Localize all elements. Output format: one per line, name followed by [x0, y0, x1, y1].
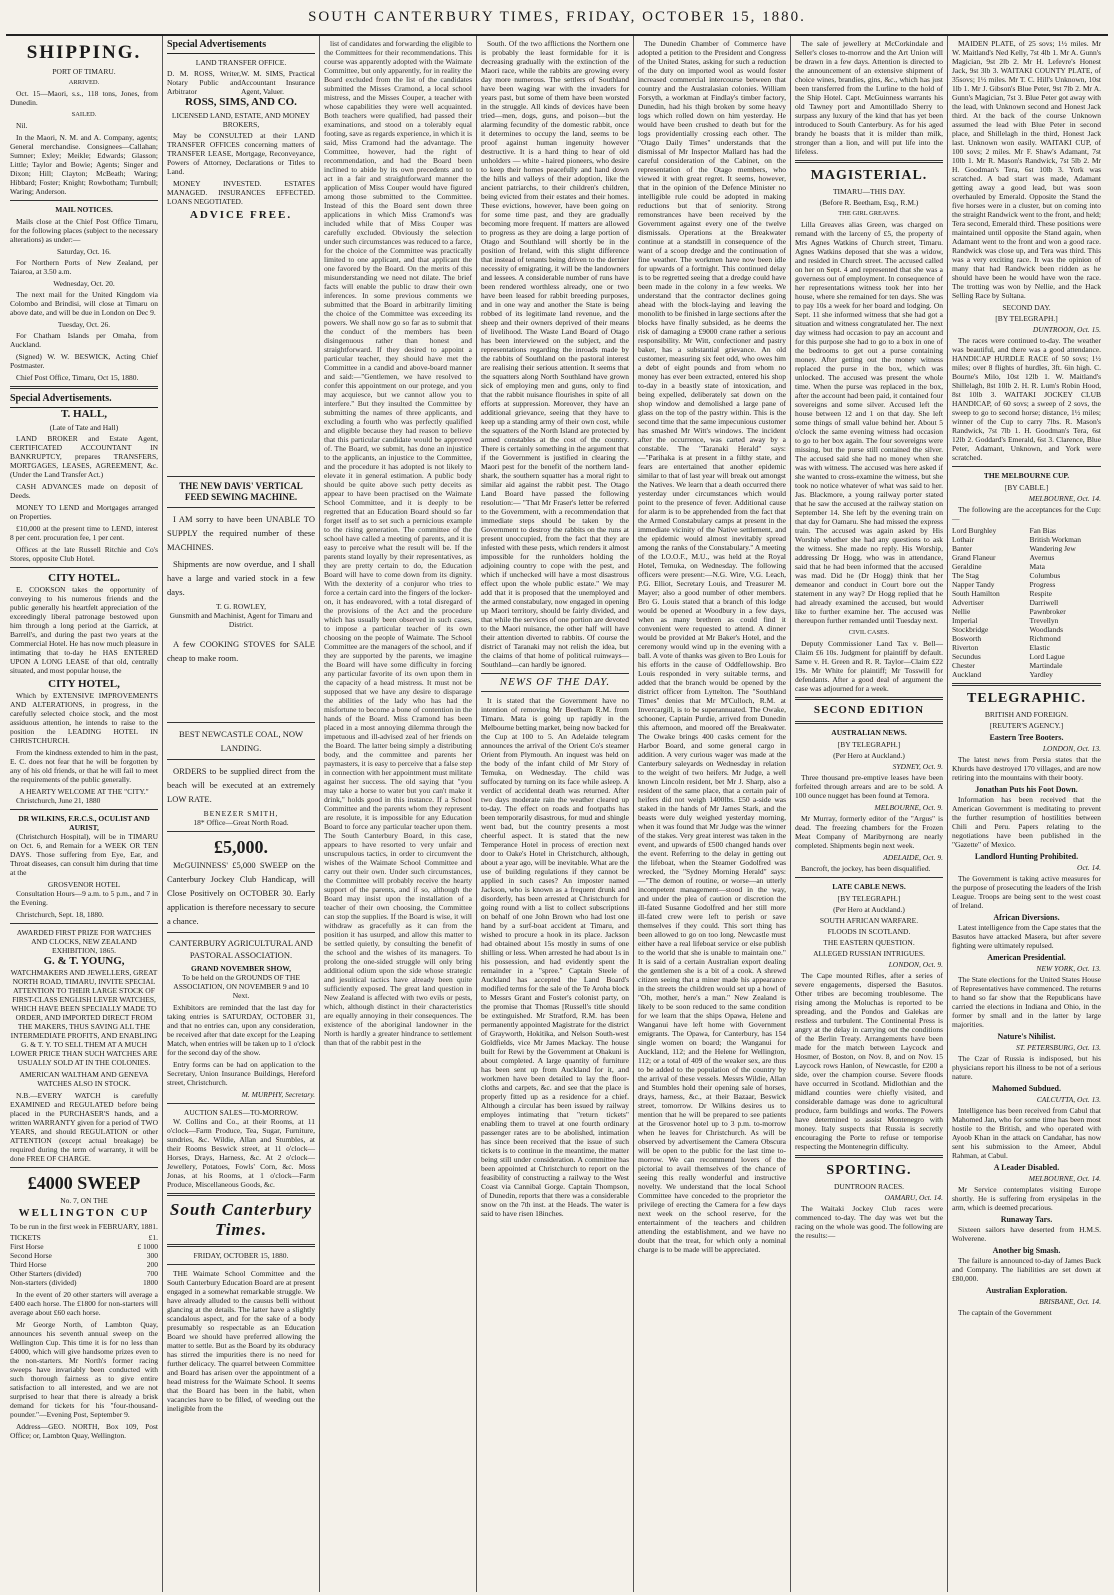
arrived-label: ARRIVED.: [68, 79, 100, 86]
list-item: British Workman: [1029, 535, 1082, 544]
list-item: Yardley: [1029, 670, 1053, 679]
hall-offices: Offices at the late Russell Ritchie and Co's Stores, opposite Club Hotel.: [10, 545, 158, 563]
auction-title: AUCTION SALES—TO-MORROW.: [183, 1108, 299, 1117]
ross-advice: ADVICE FREE.: [189, 209, 293, 221]
horse-list: [952, 526, 1101, 679]
per-hero-2: (Per Hero at Auckland.): [833, 905, 905, 914]
news-continued: The Dunedin Chamber of Commerce have adopted a petition to the President and Congress of the United States, asking for such a reduction of the duty on imported wool as would foster increased commercial intercourse between that country and the Australasian colonies. William Forsyth, a workman at Findlay's timber factory, Dunedin, had his thigh broken by some heavy logs which rolled down on him yesterday. He would have been crushed to death but for the logs providentially crossing each other. The "Otago Daily Times" understands that the dismissal of Mr Inspector Mallard has had the careful consideration of the Cabinet, on the representation of the Otago members, who viewed it with great regret. It seems, however, that in the opinion of the Defence Minister no intelligible rule could be adopted in making reductions but that of seniority. Strong remonstrances have been received by the Government against every one of the twelve dismissals. Operations at the Breakwater continue at a standstill in consequence of the want of a scoop dredge and the continuation of fine weather. The workmen have now been idle for upwards of a fortnight. This continued delay is to be regretted seeing that a dredge could have been made in the colony in a few weeks. We understand that the contractor declines going ahead with the block-laying and leaving the monolith to be finished in large sections after the blocks have finally subsided, as he deems the risk of damaging a £9000 crane rather a serious responsibility. Mr Witt, confectioner and pastry baker, has a substantial grievance. An old customer, measuring six feet odd, who owes him a debt of eight pounds and from whom no money has ever been extracted, entered his shop to-day in a beastly state of intoxication, and being expelled, deliberately sat down on the shop window and demolished a large pane of glass on the top of the pastry within. This is the second time that the same impecunious customer has smashed Mr Witt's windows. The incident after the occurrence, was carted away by a constable. The "Taranaki Herald" says:—"Parihaka is at present in a filthy state, and fears are entertained that another epidemic similar to that of last year will break out amongst the Natives. We learn that a death occurred there yesterday under circumstances which would point to the presence of fever. Additional cause for alarm is to be apprehended from the fact that the Armed Constabulary camps at present in the immediate vicinity of the Native settlement, and the epidemic would almost inevitably spread among the ranks of the Constabulary." A meeting of the I.O.O.F., M.U., was held at the Royal Hotel, Temuka, on Wednesday. The following officers were present:—N.G. Wire, V.G. Leach, P.G. Elliot, Secretary Louis, and Treasurer M. Mayer; also a good number of other members. Bro G. Louis stated that a branch of this lodge would be opened at Woodbury in a few days, when as many brethren as could find it convenient were requested to attend. A dinner would be provided at Mr Baker's Hotel, and the ceremony would wind up in the evening with a ball. A vote of thanks was given to Bro Louis for his efforts in the cause of Oddfellowship. Bro Louis responded in very suitable terms, and added that the branch would be opened by the district officer from Lyttelton. The "Southland Times" denies that Mr M'Culloch, R.M. at Invercargill, is to be superannuated. The Owake, schooner, Captain Purdie, arrived from Dunedin this afternoon, and moored off the Breakwater. The Owake brings 400 casks cement for the Harbor Board, and some general cargo in addition. A very curious wager was made at the Canterbury saleyards on Wednesday in relation to the weight of two heifers. Mr Judge, a well known Lincoln resident, bet Mr J. Sharp, also a resident of the same place, that a certain pair of heifers did not weigh 1400lbs. £50 a-side was staked in the hands of Mr James Stark, and the beasts were duly weighed yesterday morning, when it was found that Mr Judge was the winner of the stakes. Very great interest was taken in the event, and upwards of £500 changed hands over the event. Referring to the delay in getting out the lifeboat, when the Steamer Godolfred was wrecked, the "Sydney Morning Herald" says:—"The demon of routine, or worse—an utterly incompetent management—stood in the way, and under the plea of caution or discretion the ill-fated Susanne Godolfred and her still more ill-fated crew were left to perish or save themselves if they could. This sort thing has been allowed to go on too long. Newcastle must either have a real lifeboat service or else publish to the world that she is unable to maintain one." It is said of a certain Australian export dealing the gentlemen she is a bit of a cook. A shrewd citizen seeing that a miner made his appearance in the streets the children would set up a howl of "Oh, mother, here's a man." New Zealand is likely to be soon reduced to the same condition for we learn that the ships Opawa, Helene and Wanganui have left home with Government emigrants. The Opawa, for Canterbury, has 154 single women on board; the Wanganui for Auckland, 112; and the Helene for Wellington, 112; or a total of 409 of the weaker sex, are thus to be added to the population of the country by the arrival of these vessels. Messrs Wildie, Allan and Stumbles hold their opening sale of horses, drays, harness, &c., at their Bazaar, Beswick street, tomorrow. Dr Wilkins desires us to mention that he will be prepared to see patients at the Grosvenor hotel up to 3 p.m. to-morrow when he leaves for Christchurch. As will be observed by advertisement the Camera Obscura will be open to the public for the last time to-morrow. We can recommend lovers of the pictorial to avail themselves of the chance of seeing this really wonderful and instructive novelty. We understand that the local School Committee have conceded to the proprietor the privilege of erecting the Camera for a few days next week on the school reserve, for the entertainment of the teachers and children attending the establishment, and we have no doubt that the treat, for which only a nominal charge is to be made will be appreciated.: [638, 39, 786, 1254]
race-results: MAIDEN PLATE, of 25 sovs; 1½ miles. Mr W. Maitland's Ned Kelly, 7st 4lb 1. Mr A. Gunn's Magician, 9st 2lb 2. Mr H. Lefevre's Honest Jack, 9st 3lb 3. WAITAKI COUNTY PLATE, of 35sovs; 1½ miles. Mr T. C. Hill's Unknown, 10st 1lb 1. Mr J. Gibson's Blue Peter, 9st 7lb 2. Mr A. Gunn's Magician, 7st 3. Blue Peter got away with the lead, with Unknown second and Honest Jack third. At the back of the course Unknown assumed the lead with Blue Peter in second place, and Shillelagh in the third, Honest Jack last. Unknown won easily. WAITAKI CUP, of 100 sovs; 2 miles. Mr F. Shaw's Adamant, 7st 10lb 1. Mr R. Mason's Randwick, 7st 5lb 2. Mr H. Goodman's Tera, 6st 10lb 3. York was scratched. A bad start was made, Adamant getting away a good lead, but was soon overhauled by Emerald. Opposite the Stand the five horses were in a cluster, but on coming into the straight Randwick went to the front, and held; Tera second, Emerald third. These positions were maintained until opposite the Stand again, when Adamant went to the front and won a good race. Randwick was close up, and Tera was third. This was a very exciting race. It was the opinion of many that had Randwick been ridden as he should have been he would have won the race. The trotting was won by Nellie, and the Hack Selling Race by Sultana.: [952, 39, 1101, 300]
list-item: Respite: [1029, 589, 1052, 598]
aus-news-heading: AUSTRALIAN NEWS.: [831, 728, 907, 737]
list-item: Bosworth: [952, 634, 982, 643]
list-item: Pawnbroker: [1029, 607, 1066, 616]
cap-text: Exhibitors are reminded that the last day for taking entries is SATURDAY, OCTOBER 31, and that no entries can, upon any consideration, be received after that date except for the Leaping Match, when entries will be taken up to 1 o'clock for the second day of the show.: [167, 1003, 315, 1057]
sweep-text: In the event of 20 other starters will average a £400 each horse. The £1800 for non-starters will average about £60 each horse.: [10, 1290, 158, 1317]
list-item: The Stag: [952, 571, 979, 580]
mail-7: For Chatham Islands per Omaha, from Auckland.: [10, 331, 158, 349]
t2: Information has been received that the American Government is meditating to prevent the further resumption of hostilities between Chili and Peru. Papers relating to the negotiations have been published in the "Gazette" of Mexico.: [952, 795, 1101, 849]
table-row: Third Horse 200: [10, 1260, 158, 1269]
list-item: Progress: [1029, 580, 1056, 589]
t6: The Czar of Russia is indisposed, but his physicians report his illness to be not of a serious nature.: [952, 1054, 1101, 1081]
young-name: G. & T. YOUNG,: [43, 955, 125, 967]
d11: BRISBANE, Oct. 14.: [1039, 1297, 1101, 1306]
melbourne-news: Mr Murray, formerly editor of the "Argus" is dead. The freezing chambers for the Frozen Meat Company of Maribyrnong are nearly completed. Shipments begin next week.: [795, 814, 943, 850]
list-item: Lord Burghley: [952, 526, 997, 535]
city-hotel-heading: CITY HOTEL.: [48, 572, 120, 584]
t8: Mr Service contemplates visiting Europe shortly. He is suffering from erysipelas in the arm, which is deemed precarious.: [952, 1185, 1101, 1212]
sailed-text: Nil.: [16, 121, 28, 130]
columns: [6, 36, 1108, 1592]
city-welcome: A HEARTY WELCOME AT THE "CITY.": [19, 787, 149, 796]
h9: Runaway Tars.: [1000, 1215, 1053, 1224]
land-office: LAND TRANSFER OFFICE.: [195, 58, 287, 67]
d5: NEW YORK, Oct. 13.: [1036, 964, 1101, 973]
d6: ST. PETERSBURG, Oct. 13.: [1015, 1043, 1101, 1052]
d3: Oct. 14.: [1077, 863, 1101, 872]
telegraphic-heading: TELEGRAPHIC.: [967, 691, 1086, 706]
coal-title: BEST NEWCASTLE COAL, NOW LANDING.: [178, 729, 304, 753]
before-line: (Before R. Beetham, Esq., R.M.): [819, 198, 919, 207]
melbourne-dateline: MELBOURNE, Oct. 9.: [874, 803, 943, 812]
second-day: SECOND DAY.: [1002, 303, 1051, 312]
t11: The captain of the Government: [958, 1308, 1052, 1317]
column-6: [791, 36, 948, 1592]
ross-name: ROSS, SIMS, AND CO.: [185, 96, 297, 108]
sweep-run: To be run in the first week in FEBRUARY, 1881.: [10, 1222, 158, 1231]
sweep-text-2: Mr George North, of Lambton Quay, announces his seventh annual sweep on the Wellington Cup. This time it is for no less than £4000, which will give handsome prizes even to the non-starters. Mr North's former racing sweeps have invariably been conducted with such thorough fairness as to give entire satisfaction to all interested, and we are not surprised to hear that there is already a brisk demand for tickets for his "four-thousand-pounder."—Evening Post, September 9.: [10, 1320, 158, 1419]
list-item: Trevellyn: [1029, 616, 1059, 625]
mail-heading: MAIL NOTICES.: [55, 205, 113, 214]
by-cable: [BY CABLE.]: [1004, 483, 1049, 492]
d7: CALCUTTA, Oct. 13.: [1036, 1095, 1101, 1104]
h3: Landlord Hunting Prohibited.: [974, 852, 1079, 861]
paper-date: FRIDAY, OCTOBER 15, 1880.: [193, 1251, 289, 1260]
list-item: Chester: [952, 661, 975, 670]
table-row: Second Horse 300: [10, 1251, 158, 1260]
london-news: The Cape mounted Rifles, after a series of severe engagements, dispersed the Basutos. Other tribes are becoming troublesome. The rising among the Moluchas is reported to be spreading, and the Pondos and Galekas are restless and turbulent. The Continental Press is angry at the delay in carrying out the conditions of the Berlin Treaty. Arrangements have been made for the match between Laycock and Hosmer, of Boston, on Nov. 8, and on Nov. 15 Laycock rows Hanlon, of Newcastle, for £200 a side, over the champion course. Severe floods have occurred in Scotland. Midlothian and the midland counties were chiefly visited, and considerable damage was done to agricultural produce, farm buildings and works. The Powers have determined to assist Montenegro with money. Italy suspects that Russia is secretly encouraging the Porte to refuse or temporise respecting the Montenegrin difficulty.: [795, 971, 943, 1151]
t10: The failure is announced to-day of James Buck and Company. The liabilities are set down at £80,000.: [952, 1256, 1101, 1283]
ross-text: May be CONSULTED at their LAND TRANSFER OFFICES concerning matters of TRANSFER LEASE, Mortgage, Reconveyance, Powers of Attorney, Declarations or Titles to Land.: [167, 131, 315, 176]
city-text-3: From the kindness extended to him in the past, E. C. does not fear that he will be forgotten by any of his old friends, or that he will fail to meet the requirements of the public generally.: [10, 748, 158, 784]
per-hero: (Per Hero at Auckland.): [833, 751, 905, 760]
t1: The latest news from Persia states that the Khurds have destroyed 170 villages, and are now retiring into the mountains with their booty.: [952, 755, 1101, 782]
adelaide-dateline: ADELAIDE, Oct. 9.: [883, 853, 943, 862]
list-item: Darriwell: [1029, 598, 1059, 607]
sydney-dateline: SYDNEY, Oct. 9.: [892, 762, 943, 771]
court-heading: TIMARU—THIS DAY.: [832, 187, 906, 196]
wilkins-name: DR WILKINS, F.R.C.S., OCULIST AND AURIST,: [18, 814, 150, 832]
d8: MELBOURNE, Oct. 14.: [1028, 1174, 1101, 1183]
special-ads-heading: Special Advertisements.: [10, 393, 158, 408]
list-item: Imperial: [952, 616, 978, 625]
list-item: Stockbridge: [952, 625, 989, 634]
list-item: Napper Tandy: [952, 580, 995, 589]
city-text-2: Which by EXTENSIVE IMPROVEMENTS AND ALTERATIONS, in progress, in the carefully selected choice stock, and the most assiduous attention, he intends to raise to the position the LEADING HOTEL IN CHRISTCHURCH.: [10, 691, 158, 745]
column-5: [634, 36, 791, 1592]
list-item: Secundus: [952, 652, 981, 661]
cap-show: GRAND NOVEMBER SHOW,: [191, 964, 291, 973]
mail-1: Mails close at the Chief Post Office Timaru, for the following places (subject to the necessary alterations) as under:—: [10, 217, 158, 244]
sweep-cup: WELLINGTON CUP: [18, 1207, 150, 1219]
h5: American Presidential.: [987, 953, 1066, 962]
davis-stoves: A few COOKING STOVES for SALE cheap to make room.: [167, 639, 315, 663]
by-telegraph-3: [BY TELEGRAPH.]: [995, 314, 1058, 323]
t3: The Government is taking active measures for the purpose of prosecuting the leaders of the Irish League. Troops are being sent to the west coast of Ireland.: [952, 874, 1101, 910]
wilkins-text: (Christchurch Hospital), will be in TIMARU on Oct. 6, and Remain for a WEEK OR TEN DAYS. Those suffering from Eye, Ear, and Throat diseases, can consult him during that time at the: [10, 832, 158, 877]
hall-name: T. HALL,: [61, 408, 107, 420]
london-dateline: LONDON, Oct. 9.: [888, 960, 943, 969]
wilkins-house: GROSVENOR HOTEL: [47, 880, 121, 889]
mcguinness-text: McGUINNESS' £5,000 SWEEP on the Canterbury Jockey Club Handicap, will Close Positively on OCTOBER 30. Early application is therefore necessary to secure a chance.: [167, 860, 315, 926]
ross-money: MONEY INVESTED. ESTATES MANAGED. INSURANCES EFFECTED. LOANS NEGOTIATED.: [167, 179, 315, 206]
column-4: [477, 36, 634, 1592]
t4: Latest intelligence from the Cape states that the Basutos have attacked Masera, but after severe fighting were ultimately repulsed.: [952, 923, 1101, 950]
floods: FLOODS IN SCOTLAND.: [827, 927, 911, 936]
hall-sub: (Late of Tate and Hall): [49, 423, 119, 432]
table-row: Non-starters (divided) 1800: [10, 1278, 158, 1287]
auction-text: W. Collins and Co., at their Rooms, at 11 o'clock—Farm Produce, Tea, Sugar, Furniture, sundries, &c. Wildie, Allan and Stumbles, at their Rooms Beswick street, at 11 o'clock—Horses, Drays, Harness, &c. At 2 o'clock—Jewellery, Potatoes, Fowls' Corn, &c. Moss Jonas, at his Rooms, at 1 o'clock—Farm Produce, Miscellaneous Goods, &c.: [167, 1117, 315, 1189]
sailed-label: SAILED.: [71, 111, 97, 118]
city-hotel-heading-2: CITY HOTEL,: [48, 678, 120, 690]
sweep-amount: £4000 SWEEP: [27, 1173, 141, 1193]
h8: A Leader Disabled.: [993, 1163, 1060, 1172]
shipping-heading: SHIPPING.: [26, 42, 142, 63]
d1: LONDON, Oct. 13.: [1042, 744, 1101, 753]
list-item: Elastic: [1029, 643, 1050, 652]
sporting-heading: SPORTING.: [826, 1163, 912, 1178]
cap-text-2: Entry forms can be had on application to the Secretary, Union Insurance Buildings, Hereford street, Christchurch.: [167, 1060, 315, 1087]
news-of-the-day-heading: NEWS OF THE DAY.: [499, 676, 611, 688]
city-text: E. COOKSON takes the opportunity of conveying to his numerous friends and the public generally his heartfelt appreciation of the exceedingly liberal patronage bestowed upon him through a long period at the Garrick, at Barrell's, and during the past two years at the Commercial Hotel. He has now much pleasure in intimating that to-day he HAS ENTERED UPON A LONG LEASE of that old, centrally situated, and most popular house, the: [10, 585, 158, 675]
coal-office: 18* Office—Great North Road.: [193, 818, 289, 827]
column-1: [6, 36, 163, 1592]
list-item: Geraldine: [952, 562, 982, 571]
column-3: [320, 36, 477, 1592]
greaves-heading: THE GIRL GREAVES.: [838, 210, 900, 217]
reuters: [REUTER'S AGENCY.]: [989, 721, 1064, 730]
eastern: THE EASTERN QUESTION.: [823, 938, 915, 947]
adelaide-news: Bancroft, the jockey, has been disqualified.: [801, 864, 931, 873]
davis-name: T. G. ROWLEY,: [216, 602, 266, 611]
second-edition-heading: SECOND EDITION: [813, 704, 925, 716]
greaves-case: Lilla Greaves alias Green, was charged on remand with the larceny of £5, the property of Mrs Agnes Watkins of Church street, Timaru. Agnes Watkins deposed that she was a widow, and resided in Church street. The accused called on her on Sept. 4 and represented that she was a governess out of employment. In consequence of her representations witness took her into her house, where she remained for ten days. She was to pay 10s a week for her board and lodging. On Sept. 11 she informed witness that she had got a situation and witness congratulated her. The next day witness had occasion to pay an account and for this purpose she had to go to a box in one of the bedrooms to get out a purse containing money. After getting out the money witness replaced the purse in the box, which was unlocked. The accused was present the whole time. When the purse was replaced in the box, after the account had been paid, it contained four sovereigns and some silver. Accused left the house between 12 and 1 on that day. She left some things of small value behind her. About 5 o'clock the same evening witness had occasion to go to her box again. The four sovereigns were missing, but the purse still contained the silver. The accused said she had no money when she was with witness. The accused was here asked if she wanted to cross-examine the witness, but she took no notice whatever of what was said to her. Jas. Blackmore, a young railway porter stated that he saw the accused at the railway station on September 14. She left by the evening train on that day for Oamaru. She had missed the express train. The accused was again asked by His Worship whether she had any questions to ask the witness. She made no reply. His Worship, addressing Dr Hogg, who was in attendance, said that he had been informed that the accused was mad. Did he (Dr Hogg) think that her demeanor and conduct in Court bore out the statement in any way? Dr Hogg replied that he had already examined the accused, but would like to further examine her. The accused was thereupon further remanded until Tuesday next.: [795, 220, 943, 625]
list-item: Lord Lague: [1029, 652, 1065, 661]
brit-foreign: BRITISH AND FOREIGN.: [984, 710, 1069, 719]
list-item: Banter: [952, 544, 972, 553]
h11: Australian Exploration.: [985, 1286, 1068, 1295]
young-american: AMERICAN WALTHAM AND GENEVA WATCHES ALSO IN STOCK.: [19, 1070, 149, 1088]
hall-money: MONEY TO LEND and Mortgages arranged on Properties.: [10, 503, 158, 521]
sweep-no: No. 7, ON THE: [60, 1196, 108, 1205]
list-item: Richmond: [1029, 634, 1061, 643]
hall-amount: £10,000 at the present time to LEND, interest 8 per cent. procuration fee, 1 per cent.: [10, 524, 158, 542]
special-ads-heading-2: Special Advertisements: [167, 39, 315, 54]
magisterial-heading: MAGISTERIAL.: [810, 168, 928, 183]
mail-sign: (Signed) W. W. BESWICK, Acting Chief Postmaster.: [10, 352, 158, 370]
masthead: SOUTH CANTERBURY TIMES, FRIDAY, OCTOBER 15, 1880.: [6, 0, 1108, 36]
cap-title: CANTERBURY AGRICULTURAL AND PASTORAL ASSOCIATION.: [169, 938, 313, 960]
hall-cash: CASH ADVANCES made on deposit of Deeds.: [10, 482, 158, 500]
ross-right: W. M. SIMS, Practical Accountant Insurance Agent, Valuer.: [241, 69, 315, 96]
mail-5: The next mail for the United Kingdom via Colombo and Brindisi, will close at Timaru on above date, and will be due in London on Dec 9.: [10, 290, 158, 317]
city-date: Christchurch, June 21, 1880: [16, 796, 101, 805]
list-item: Auckland: [952, 670, 982, 679]
cap-held: To be held on the GROUNDS OF THE ASSOCIATION, ON NOVEMBER 9 and 10 Next.: [173, 973, 309, 1000]
column-7: [948, 36, 1105, 1592]
second-day-results: The races were continued to-day. The weather was beautiful, and there was a good attendance. HANDICAP HURDLE RACE of 50 sovs; 1½ miles; over 8 flights of hurdles, 3ft. 6in high. C. Bourne's Milo, 10st 12lb 1. W. Maitland's Shillelagh, 8st 10lb 2. H. R. Lum's Robin Hood, 8st 10lb 3. WAITAKI JOCKEY CLUB HANDICAP, of 60 sovs; a sweep of 2 sovs, the sweep to go to second horse; distance, 1½ miles; winner of the Cup to carry 7lbs. R. Mason's Randwick, 7st 7lb 1. H. Goodman's Tera, 6st 12lb 2. Goddard's Emerald, 6st 3. Clarence, Blue Peter, Adamant, Unknown, and York were scratched.: [952, 336, 1101, 462]
young-nb: N.B.—EVERY WATCH is carefully EXAMINED and REGULATED before being placed in the PURCHASER'S hands, and a written WARRANTY given for a period of TWO YEARS, and should REGULATION or other ATTENTION (except actual breakage) be required during the term of warranty, it will be done FREE OF CHARGE.: [10, 1091, 158, 1163]
news-continued-2: The sale of jewellery at McCorkindale and Seller's closes to-morrow and the Art Union will be drawn in a few days. Attention is directed to the announcement of an extensive shipment of choice wines, brandies, gins, &c., which has just been transferred from the Lurline to the hold of the Ship Hotel. Capt. McGuinness warrants his old Tawney port and Amontillado Sherry to surpass any luxury of the kind that has yet been introduced to South Canterbury. As for his aged brandy he boasts that it is milder than milk, stronger than a lion, and will put life into the lifeless.: [795, 39, 943, 156]
young-award: AWARDED FIRST PRIZE FOR WATCHES AND CLOCKS, NEW ZEALAND EXHIBITION, 1865.: [16, 928, 152, 955]
melb-intro: The following are the acceptances for the Cup:—: [952, 505, 1101, 523]
port-heading: PORT OF TIMARU.: [52, 67, 116, 76]
list-item: Fan Bias: [1029, 526, 1056, 535]
ross-names: [167, 69, 315, 96]
mail-3: For Northern Ports of New Zealand, per Taiaroa, at 3.50 a.m.: [10, 258, 158, 276]
h10: Another big Smash.: [992, 1246, 1061, 1255]
list-item: Lothair: [952, 535, 975, 544]
list-item: Avernus: [1029, 553, 1055, 562]
list-item: Wandering Jew: [1029, 544, 1076, 553]
by-telegraph: [BY TELEGRAPH.]: [837, 740, 901, 749]
duntroon-heading: DUNTROON RACES.: [833, 1182, 904, 1191]
melbourne-cup-heading: THE MELBOURNE CUP.: [983, 471, 1070, 480]
ross-sub: LICENSED LAND, ESTATE, AND MONEY BROKERS,: [171, 111, 311, 129]
davis-text: I AM sorry to have been UNABLE TO SUPPLY the required number of these MACHINES.: [167, 514, 315, 552]
sweep-address: Address—GEO. NORTH, Box 109, Post Office; or, Lambton Quay, Wellington.: [10, 1422, 158, 1440]
h7: Mahomed Subdued.: [992, 1084, 1061, 1093]
young-text: WATCHMAKERS AND JEWELLERS, GREAT NORTH ROAD, TIMARU, INVITE SPECIAL ATTENTION TO THEIR LARGE STOCK OF FIRST-CLASS ENGLISH LEVER WATCHES, WHICH HAVE BEEN SPECIALLY MADE TO ORDER, AND IMPORTED DIRECT FROM THE MAKERS, THUS SAVING ALL THE INTERMEDIATE PROFITS, AND ENABLING G. & T. Y. TO SELL THEM AT A MUCH LOWER PRICE THAN SUCH WATCHES ARE USUALLY SOLD AT IN THE COLONIES.: [10, 968, 158, 1067]
intrigues: ALLEGED RUSSIAN INTRIGUES.: [813, 949, 925, 958]
list-item: Nellie: [952, 607, 971, 616]
column-2: [163, 36, 320, 1592]
editorial-continued: list of candidates and forwarding the eligible to the Committees for their recommendations. This course was apparently adopted with the Waimate Committee, but only apparently, for in reality the Board excluded from the list of the candidates submitted the Misses Cramond, a local school mistress, and the Misses Couper, a teacher with whose capabilities they were well acquainted. Both teachers were qualified, had passed their examinations, and stood on a tolerably equal footing, save as regards experience, in which it is said, Miss Cramond had the advantage. The Committee, however, had the right of recommendation, and had the Board been inclined to abide by its own precedents and to act in a fair and straightforward manner the application of Miss Couper would have figured among those submitted to the Committee. Instead of this the Board sent down three applications in which Miss Cramond's was included while that of Miss Couper was carefully excluded. Obviously the selection under such circumstances was reduced to a farce, for the choice of the Committee was practically limited to one applicant, and that applicant the one favored by the Board. On the merits of this misunderstanding we need not dilate. The brief facts will enable the public to draw their own inferences. In some previous comments we submitted that the Board in arbitrarily limiting the choice of the Committee was exceeding its powers. We shall now go so far as to submit that the conduct of the members has been disingenuous rather than honest and straightforward. If they desired to appoint a particular teacher, they should have met the Committee in a candid and above-board manner and said:—"Gentlemen, we have resolved to confer this appointment on our protege, and you may acquiesce, but we cannot allow you to interfere." But they insulted the Committee by submitting the names of three applicants, and excluding a fourth who was perfectly qualified and eligible because they had reason to believe that this particular candidate would be approved of. The Board, we submit, has done an injustice to the applicants, an injustice to the Committee, and the procedure it has adopted is not likely to elevate it in general estimation. A public body should be quite above such petty deceits as appear to have been practised on the Waimate School Committee, and it is deeply to be regretted that an Education Board should so far forget itself as to set such a pernicious example to the rising generation. The committee of the school have called a meeting of parents, and it is easy to perceive what the result will be. If the parents stand loyally by their representatives, as they are pretty certain to do, the Education Board will have to come down from its dignity. With the dexterity of a conjuror who tries to force a certain card into the fingers of the locker-on, it has endeavored, with a total disregard of the provisions of the Act and the procedure which has usually been observed in such cases, to impose a particular teacher of its own choosing on the people of Waimate. The School Committee are the managers of the school, and if they are supported by the parents, we imagine the Board will have some difficulty in forcing any particular favorite of its own upon them in the capacity of a head mistress. It must not be supposed that we have any desire to disparage the abilities of the lady who has had the misfortune to become a bone of contention in the hands of the Board. Miss Cramond has been placed in a most annoying dilemma through the impetuous and ill-advised zeal of her friends on the Board. The latter being simply a distributing body, and the committee and parents her paymasters, it is easy to perceive that a false step in connection with her appointment must militate against her success. The old saying that "you may take a horse to water but you can't make it drink," holds good in this instance. If a School Committee and the parents whom they represent are resolute, it is impossible for any Education Board to force any particular teacher upon them. The South Canterbury Board, in this case, appears to have resorted to very unfair and unscrupulous tactics, in order to circumvent the wishes of the Waimate School Committee and carry out their own. Under such circumstances, the Committee will probably receive the hearty support of the parents, and if so, although the Board may insist upon the installation of a teacher of their own choosing, the Committee can stop the supplies. If the Board is wise, it will withdraw as gracefully as it can from the position it has usurped, and allow this matter to be settled quietly, by consulting the benefit of the school and the wishes of its managers. To prolong the one-sided struggle will only bring additional odium upon the side whose strategic and jesuitical tactics have already been quite sufficiently exposed. The great land question in New Zealand is affected with two evils or pests, which, although distinct in their characteristics are equally annoying in their consequences. The existence of the aboriginal landowner in the North is hardly a greater hindrance to settlement than that of the rabbit pest in the: [324, 39, 472, 1047]
sydney-news: Three thousand pre-emptive leases have been forfeited through arrears and are to be sold. A 100 ounce nugget has been found at Temora.: [795, 773, 943, 800]
maori-cargo: In the Maori, N. M. and A. Company, agents; General merchandise. Consignees—Callahan; Sumner; Exley; Meikle; Edwards; Glasson; Little; Taylor and Bowie; Agents; Singer and Dixon; Hill; Clayton; McBeath; Waring; Hibbard; Foster; Knight; Rowbotham; Turnbull; Waring; Anderson.: [10, 133, 158, 196]
h1: Eastern Tree Booters.: [989, 733, 1064, 742]
late-cable-heading: LATE CABLE NEWS.: [832, 882, 906, 891]
list-item: Riverton: [952, 643, 979, 652]
paper-title: South Canterbury Times.: [169, 1200, 313, 1239]
davis-text-2: Shipments are now overdue, and I shall have a large and varied stock in a few days.: [167, 559, 315, 597]
hall-text: LAND BROKER and Estate Agent, CERTIFICATED ACCOUNTANT IN BANKRUPTCY, prepares TRANSFERS, MORTGAGES, LEASES, AGREEMENT, &c. (Under the Land Transfer Act.): [10, 434, 158, 479]
list-item: Grand Flaneur: [952, 553, 996, 562]
tickets-price: £1.: [148, 1233, 158, 1242]
davis-title: THE NEW DAVIS' VERTICAL FEED SEWING MACHINE.: [179, 481, 303, 502]
arrived-text: Oct. 15—Maori, s.s., 118 tons, Jones, from Dunedin.: [10, 89, 158, 107]
sa-war: SOUTH AFRICAN WARFARE.: [819, 916, 919, 925]
wilkins-date: Christchurch, Sept. 18, 1880.: [16, 910, 104, 919]
tickets-row: [10, 1233, 158, 1242]
news-of-the-day: It is stated that the Government have no intention of removing Mr Beetham R.M. from Timaru. Mata is going up rapidly in the Melbourne betting market, being now backed for the Cup at 100 to 5. An Adelaide telegram announces the arrival of the Orient Co's steamer Orient from Plymouth. An inquest was held on the body of the infant child of Mr Story of Temuka, on Wednesday. The child was suffocated by turning on its face while asleep. A verdict of accidental death was returned. After two days moderate rain the weather cleared up to-day. The effect on roads and footpaths has been temporarily disastrous, for mud and shingle went bad, but the country presents a most cheerful aspect. It is stated that the new Temperance Hotel in process of erection next door to Oake's Hotel in Christchurch, although, about a year ago, will be inevitable. What are the use of building regulations if they cannot be applied in such cases? An imposter named Jackson, who is known as a frequent drunk and disorderly, has been arrested at Christchurch for going round with a list to collect subscriptions on behalf of one John Brown who had lost one hand by a surf-boat accident at Timaru, and wished to procure a hook in its place. Jackson had obtained about 15s mostly in sums of one shilling or less. When arrested he had about 1s in his possession, and had evidently spent the remainder in a "spree." Captain Steele of Auckland has accepted the Land Board's modified terms for the sale of the Te Aroha block to Messrs Grant and Foster's colonist party, on the promise that Thomas [Russell's title should be extinguished. Mr Stratford, R.M. has been permanently appointed Magistrate for the district of Grayworth, Hokitika, and Nelson South-west Goldfields, vice Mr James Mackay. The house built for Rewi by the Government at Ohakuni is about completed. A large quantity of furniture has been sent up from Auckland for it, and workmen have been detailed to lay the floor-cloths and carpets, &c. and see that the place is properly fitted up as a residence for a chief. Although a circular has been issued by railway employes intimating that "return tickets" enabling them to travel at one fourth ordinary passenger rates are to be abolished, intimation has since been received that the issue of such tickets is to continue in the meantime, the matter being still under consideration. A committee has been appointed at Christchurch to report on the feasibility of constructing a railway to the West Coast via Cannibal Gorge. Captain Thompson, of Dunedin, reports that there was a considerable snow on the 7th inst. at the Heads. The water is said to have risen 18inches.: [481, 696, 629, 1218]
by-telegraph-2: [BY TELEGRAPH.]: [837, 894, 901, 903]
melb-dateline: MELBOURNE, Oct. 14.: [1028, 494, 1101, 503]
civil-heading: CIVIL CASES.: [848, 629, 890, 636]
mail-6: Tuesday, Oct. 26.: [57, 320, 111, 329]
ross-left: D. M. ROSS, Writer, Notary Public and Arbitrator: [167, 69, 241, 96]
mail-4: Wednesday, Oct. 20.: [53, 279, 115, 288]
wilkins-hours: Consultation Hours—9 a.m. to 5 p.m., and 7 in the Evening.: [10, 889, 158, 907]
cap-sign: M. MURPHY, Secretary.: [241, 1090, 315, 1099]
list-item: Mata: [1029, 562, 1045, 571]
t9: Sixteen sailors have deserted from H.M.S. Wolverene.: [952, 1225, 1101, 1243]
civil-cases: Deputy Commissioner Land Tax v. Bell—Claim £6 10s. Judgment for plaintiff by default. Same v. H. Green and R. R. Taylor—Claim £22 19s. Mr White for plaintiff; Mr Tosswill for defendants. After a good deal of argument the case was adjourned for a week.: [795, 639, 943, 693]
rabbit-article: South. Of the two afflictions the Northern one is probably the least formidable for it is decreasing gradually with the extinction of the Maori race, while the rabbits are growing every day more numerous. The settlers of Southland have been waging war with the invaders for years past, but some of them have been worsted in the struggle. All kinds of devices have been tried—men, dogs, guns, and poison—but the alarming fecundity of the domestic rabbit, once it determines to occupy the land, seems to be proof against human ingenuity however destructive. It is a hard thing to hear of old unholders — white - haired pioneers, who desire to keep their homes peacefully and hand down the hills and valleys of their adoption, like the ancient patriarchs, to their children's children, being evicted from their estates and their homes. These evictions, however, have been going on for some time past, and they are gradually becoming more frequent. If matters are allowed to progress as they are doing a large portion of Otago and Southland will shortly be in the position of Ireland, with this slight difference that instead of tenants being driven to the dernier necessity of emigrating, it will be the landowners and lessees. A considerable number of runs have been rendered worthless already, one or two have been leased for rabbit breeding purposes, and in one way and another the State is being robbed of its legitimate land revenue, and the sheep and their owners deprived of their means of livelihood. The Waste Land Board of Otago has been interviewed on the subject, and the representations regarding the inroads made by the rabbits of Southland on the pastoral interest are realising their serious attention. It seems that the squatters along North Southland have grown sick of employing men and guns, only to find that the rabbit nuisance flourishes in spite of all efforts at suppression. Moreover, they have an additional grievance, seeing that they have to keep up a standing army of their own cost, while the squatters of the North Island are protected by armed constables at the cost of the country. There is certainly something in the argument that if the Government is justified in clearing the Maori pest for the benefit of the northern land-shark, the southern squatter has a moral right to similar aid against the rabbit pest. The Otago Land Board have passed the following resolution:— "That Mr Fraser's letter be referred to the Government, with a recommendation that immediate steps should be taken by the Government to destroy the rabbits on the runs at present unoccupied, from the fact that they are infested with these pests, which renders it almost impossible for the runholders holding the adjoining country to cope with the pest, and which if unchecked will have a most disastrous effect upon the whole public estate." We may add that it is proposed that the unemployed and the armed constabulary, now engaged in opening up Maori territory, should be fairly divided, and that while the services of one portion are devoted to the Maori nuisance, the other half will have their attention diverted to rabbits. Of course the district of Taranaki may not relish the idea, but the claims of that home of political ruinways—Southland—can hardly be ignored.: [481, 39, 629, 669]
coal-name: BENEZER SMITH,: [203, 809, 279, 818]
davis-role: Gunsmith and Machinist, Agent for Timaru and District.: [169, 611, 313, 629]
t5: The State elections for the United States House of Representatives have commenced. The returns to hand so far show that the Republicans have carried the elections in Indiana and Ohio, in the former by small and in the latter by large majorities.: [952, 975, 1101, 1029]
mail-place: Chief Post Office, Timaru, Oct 15, 1880.: [16, 373, 139, 382]
h6: Nature's Nihilist.: [997, 1032, 1056, 1041]
five-thousand: £5,000.: [214, 837, 268, 857]
list-item: Martindale: [1029, 661, 1063, 670]
list-item: Columbus: [1029, 571, 1061, 580]
mail-2: Saturday, Oct. 16.: [57, 247, 111, 256]
list-item: Woodlands: [1029, 625, 1064, 634]
t7: Intelligence has been received from Cabul that Mahomed Jan, who for some time has been most hostile to the British, and who operated with Ayoob Khan in the attack on Candahar, has now sent his submission to the Ameer, Abdul Rahman, at Cabul.: [952, 1106, 1101, 1160]
oamaru-dateline: OAMARU, Oct. 14.: [884, 1193, 943, 1202]
editorial-start: THE Waimate School Committee and the South Canterbury Education Board are at present engaged in a somewhat remarkable struggle. We have already alluded to the causus belli without glancing at the details. The latter have a slightly scandalous aspect, and for the sake of a body presumably so respectable as an Education Board we should have preferred allowing the matter to settle. But as the Board by its obduracy has stirred the impurities there is no need for further delicacy. The quarrel between Committee and Board has arisen over the appointment of a head mistress for the Waimate School. It seems that the Board has been in the habit, when vacancies have to be filled, of weeding out the ineligible from the: [167, 1269, 315, 1413]
duntroon-dateline: DUNTROON, Oct. 15.: [1032, 325, 1101, 334]
h2: Jonathan Puts his Foot Down.: [975, 785, 1078, 794]
oamaru-news: The Waitaki Jockey Club races were commenced to-day. The day was wet but the racing on the whole was good. The following are the results:—: [795, 1204, 943, 1240]
list-item: South Hamilton: [952, 589, 1000, 598]
table-row: Other Starters (divided) 700: [10, 1269, 158, 1278]
table-row: First Horse £ 1000: [10, 1242, 158, 1251]
list-item: Advertiser: [952, 598, 984, 607]
coal-text: ORDERS to be supplied direct from the beach will be executed at an extremely LOW RATE.: [167, 766, 315, 804]
prize-table: [10, 1242, 158, 1287]
tickets-label: TICKETS: [10, 1233, 41, 1242]
h4: African Diversions.: [993, 913, 1060, 922]
